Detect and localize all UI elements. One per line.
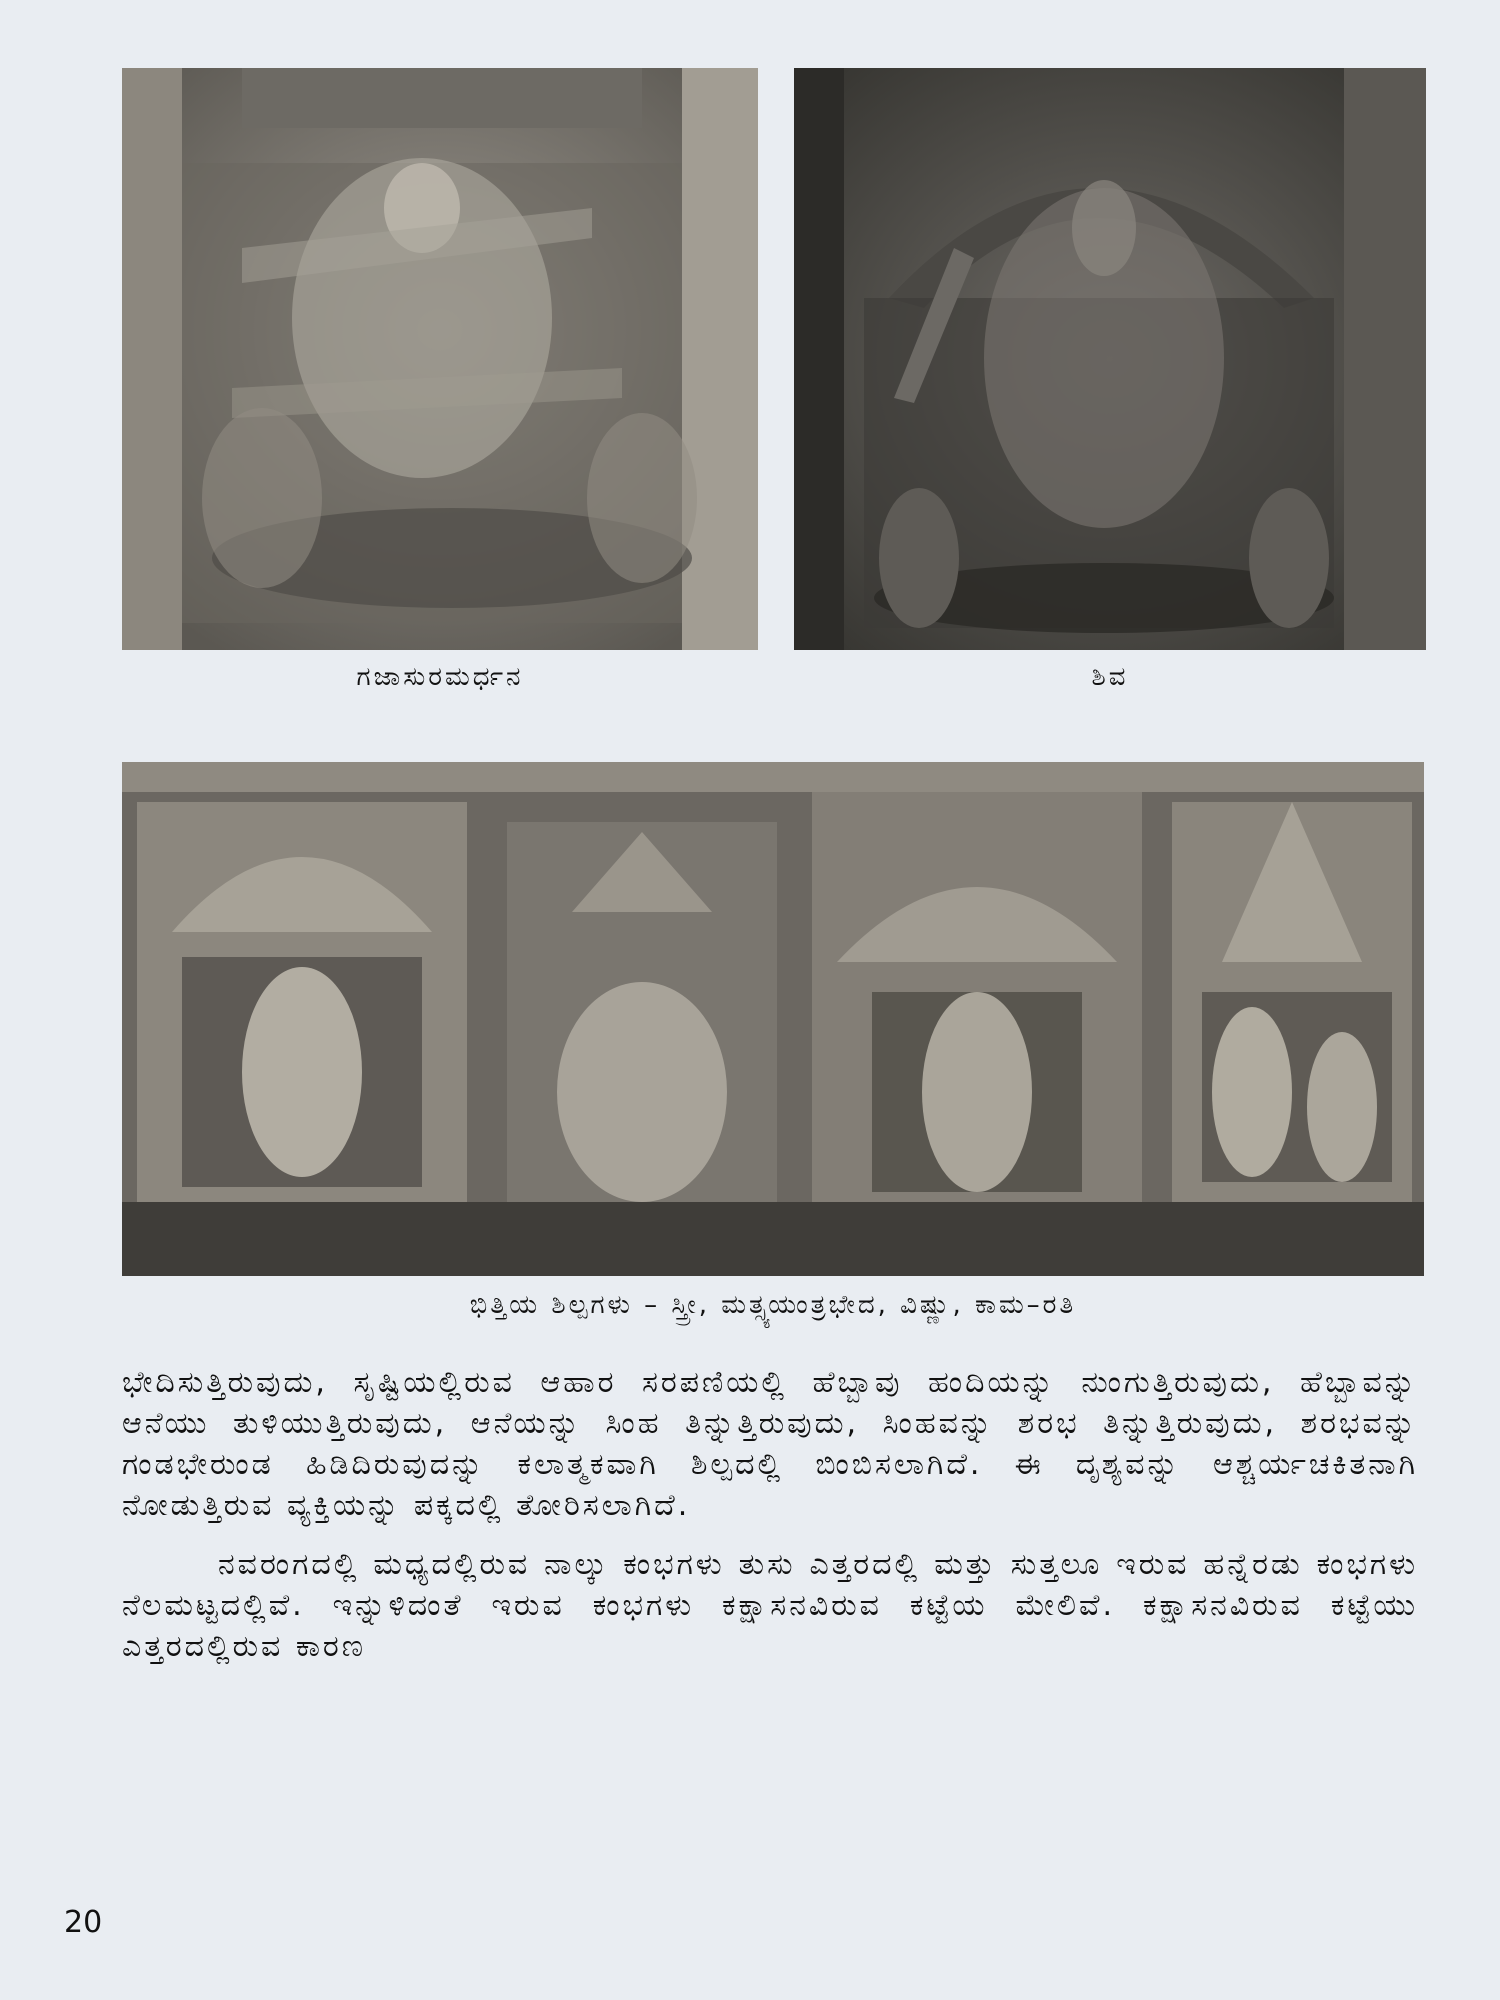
photo-shiva	[794, 68, 1426, 650]
body-text	[122, 1362, 1418, 1667]
caption-wall-sculptures: ಭಿತ್ತಿಯ ಶಿಲ್ಪಗಳು – ಸ್ತ್ರೀ, ಮತ್ಸ್ಯಯಂತ್ರಭೇದ, ವಿಷ್ಣು, ಕಾಮ–ರತಿ	[469, 1290, 1077, 1320]
photo-wall-sculptures	[122, 762, 1424, 1276]
relief-sculpture-image	[794, 68, 1426, 650]
photo-gajasuramardhana	[122, 68, 758, 650]
page-number: 20	[64, 1905, 103, 1940]
caption-gajasuramardhana: ಗಜಾಸುರಮರ್ಧನ	[356, 662, 524, 692]
relief-sculpture-image	[122, 68, 758, 650]
paragraph-1: ಭೇದಿಸುತ್ತಿರುವುದು, ಸೃಷ್ಟಿಯಲ್ಲಿರುವ ಆಹಾರ ಸರಪಣಿಯಲ್ಲಿ ಹೆಬ್ಬಾವು ಹಂದಿಯನ್ನು ನುಂಗುತ್ತಿರುವುದು, ಹೆಬ್ಬಾವನ್ನು ಆನೆಯು ತುಳಿಯುತ್ತಿರುವುದು, ಆನೆಯನ್ನು ಸಿಂಹ ತಿನ್ನುತ್ತಿರುವುದು, ಸಿಂಹವನ್ನು ಶರಭ ತಿನ್ನುತ್ತಿರುವುದು, ಶರಭವನ್ನು ಗಂಡಭೇರುಂಡ ಹಿಡಿದಿರುವುದನ್ನು ಕಲಾತ್ಮಕವಾಗಿ ಶಿಲ್ಪದಲ್ಲಿ ಬಿಂಬಿಸಲಾಗಿದೆ. ಈ ದೃಶ್ಯವನ್ನು ಆಶ್ಚರ್ಯಚಕಿತನಾಗಿ ನೋಡುತ್ತಿರುವ ವ್ಯಕ್ತಿಯನ್ನು ಪಕ್ಕದಲ್ಲಿ ತೋರಿಸಲಾಗಿದೆ.	[122, 1365, 1418, 1523]
paragraph-2: ನವರಂಗದಲ್ಲಿ ಮಧ್ಯದಲ್ಲಿರುವ ನಾಲ್ಕು ಕಂಭಗಳು ತುಸು ಎತ್ತರದಲ್ಲಿ ಮತ್ತು ಸುತ್ತಲೂ ಇರುವ ಹನ್ನೆರಡು ಕಂಭಗಳು ನೆಲಮಟ್ಟದಲ್ಲಿವೆ. ಇನ್ನುಳಿದಂತೆ ಇರುವ ಕಂಭಗಳು ಕಕ್ಷಾಸನವಿರುವ ಕಟ್ಟೆಯ ಮೇಲಿವೆ. ಕಕ್ಷಾಸನವಿರುವ ಕಟ್ಟೆಯು ಎತ್ತರದಲ್ಲಿರುವ ಕಾರಣ	[122, 1547, 1418, 1664]
caption-shiva: ಶಿವ	[1091, 662, 1129, 692]
wall-relief-panels-image	[122, 762, 1424, 1276]
